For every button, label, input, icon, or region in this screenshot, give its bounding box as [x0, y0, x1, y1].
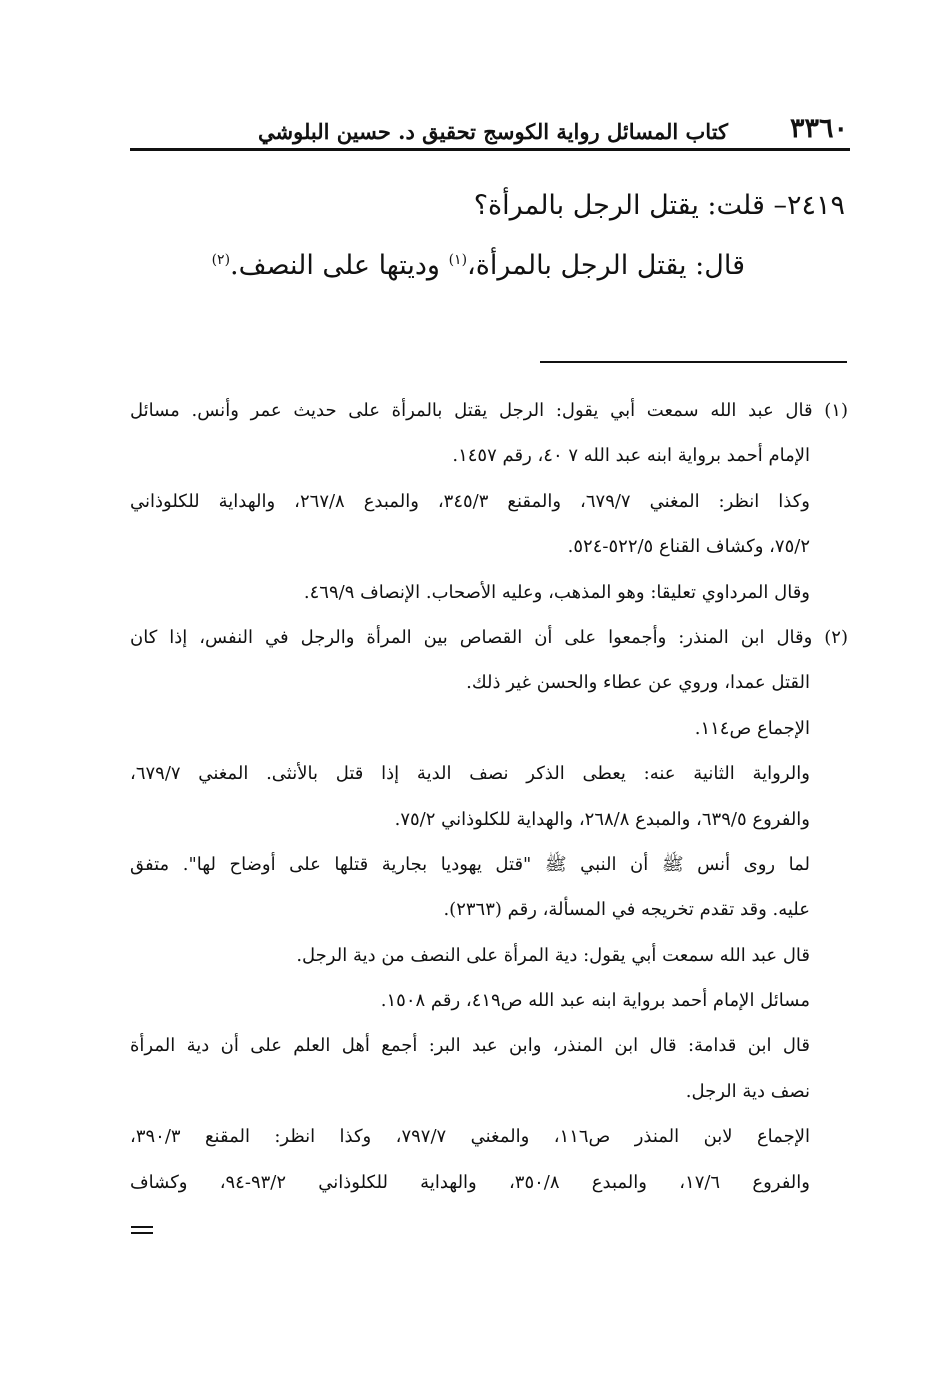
footnote-line: الإجماع ص١١٤. [694, 717, 810, 739]
footnote-ref-2: (٢) [211, 252, 231, 268]
answer-text-2: وديتها على النصف. [230, 250, 449, 281]
continuation-mark-bar [131, 1226, 153, 1228]
footnote-ref-1: (١) [448, 252, 468, 268]
footnote-separator [540, 361, 847, 363]
footnote-line: والرواية الثانية عنه: يعطى الذكر نصف الدية إذا قتل بالأنثى. المغني ٦٧٩/٧، [130, 763, 810, 785]
footnote-line: لما روى أنس ﷺ أن النبي ﷺ "قتل يهوديا بجارية قتلها على أوضاح لها". متفق [130, 853, 810, 875]
footnotes [130, 388, 848, 1205]
footnote-line: مسائل الإمام أحمد برواية ابنه عبد الله ص٤١٩، رقم ١٥٠٨. [380, 990, 810, 1012]
page-number: ٣٣٦٠ [789, 113, 848, 144]
footnote-line: عليه. وقد تقدم تخريجه في المسألة، رقم (٢٣٦٣). [443, 899, 810, 921]
footnote-line: (٢) وقال ابن المنذر: وأجمعوا على أن القصاص بين المرأة والرجل في النفس، إذا كان [130, 626, 848, 648]
footnote-line: الإجماع لابن المنذر ص١١٦، والمغني ٧٩٧/٧، وكذا انظر: المقنع ٣٩٠/٣، [130, 1126, 810, 1148]
footnote-line: وقال المرداوي تعليقا: وهو المذهب، وعليه الأصحاب. الإنصاف ٤٦٩/٩. [303, 581, 810, 603]
question-number: ٢٤١٩– [773, 190, 845, 221]
footnote-line: نصف دية الرجل. [685, 1080, 810, 1102]
footnote-line: والفروع ٦٣٩/٥، والمبدع ٢٦٨/٨، والهداية للكلوذاني ٧٥/٢. [394, 808, 810, 830]
footnote-line: والفروع ١٧/٦، والمبدع ٣٥٠/٨، والهداية للكلوذاني ٩٣/٢-٩٤، وكشاف [130, 1171, 810, 1193]
footnote-line: القتل عمدا، وروي عن عطاء والحسن غير ذلك. [466, 672, 810, 694]
continuation-mark-bar [131, 1232, 153, 1234]
footnote-line: وكذا انظر: المغني ٦٧٩/٧، والمقنع ٣٤٥/٣، والمبدع ٢٦٧/٨، والهداية للكلوذاني [130, 490, 810, 512]
footnote-line: ٧٥/٢، وكشاف القناع ٥٢٢/٥-٥٢٤. [567, 536, 810, 558]
footnote-line: (١) قال عبد الله سمعت أبي يقول: الرجل يقتل بالمرأة على حديث عمر وأنس. مسائل [130, 400, 848, 421]
answer-text-1: قال: يقتل الرجل بالمرأة، [467, 250, 745, 281]
continuation-mark [131, 1226, 153, 1236]
footnote-line: الإمام أحمد برواية ابنه عبد الله ٧ ٤٠، رقم ١٤٥٧. [452, 445, 810, 467]
running-title: كتاب المسائل رواية الكوسج تحقيق د. حسين البلوشي [258, 119, 729, 144]
footnote-line: قال ابن قدامة: قال ابن المنذر، وابن عبد البر: أجمع أهل العلم على أن دية المرأة [130, 1035, 811, 1057]
page-header [130, 104, 848, 144]
footnote-line: قال عبد الله سمعت أبي يقول: دية المرأة على النصف من دية الرجل. [296, 944, 810, 966]
header-rule [130, 148, 850, 151]
question-text: قلت: يقتل الرجل بالمرأة؟ [473, 190, 774, 221]
answer-line [212, 250, 745, 281]
question-line [474, 190, 845, 221]
